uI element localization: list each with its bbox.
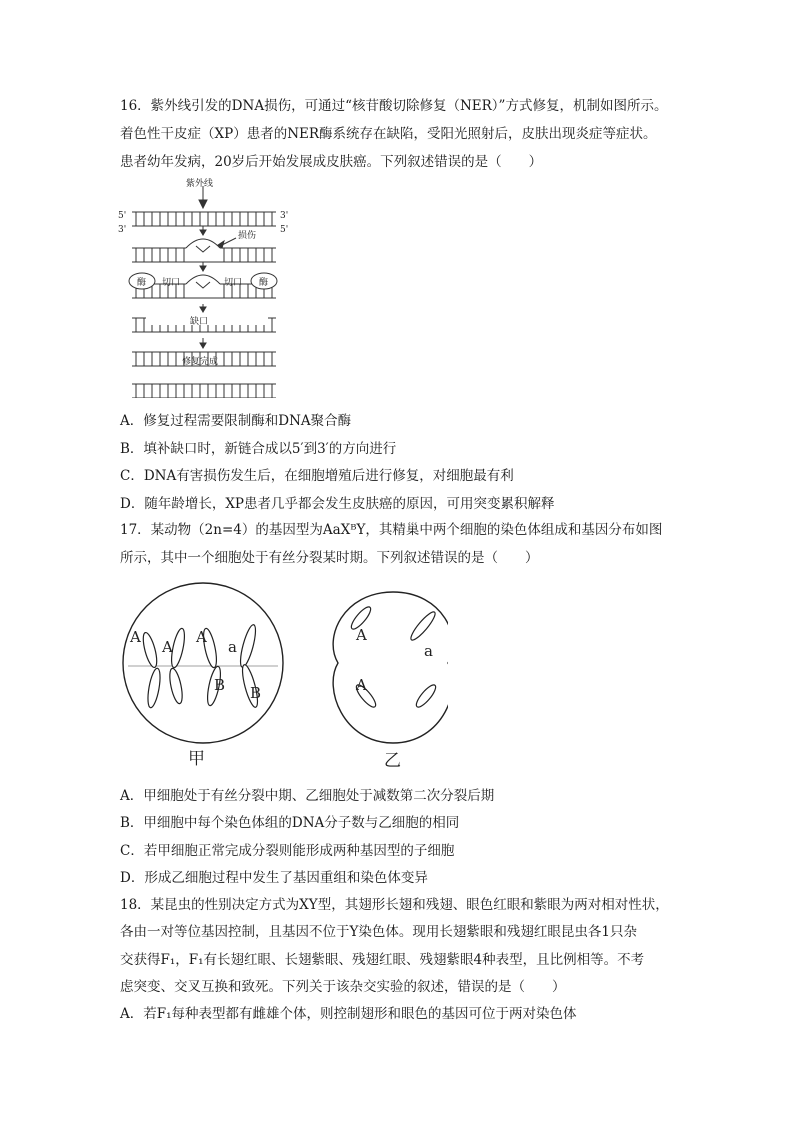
label-3prime: 3' — [118, 225, 127, 235]
gene-a-lower-1: a — [228, 638, 237, 656]
q16-option-d: D．随年龄增长，XP患者几乎都会发生皮肤癌的原因，可用突变累积解释 — [120, 496, 555, 512]
label-3prime-right: 3' — [280, 211, 289, 221]
q16-stem-line-1: 16．紫外线引发的DNA损伤，可通过“核苷酸切除修复（NER）”方式修复，机制如图所示。 — [120, 98, 668, 114]
q16-option-a: A．修复过程需要限制酶和DNA聚合酶 — [120, 413, 352, 429]
q17-option-d: D．形成乙细胞过程中发生了基因重组和染色体变异 — [120, 870, 428, 886]
gene-a-yi-2: A — [356, 676, 367, 694]
q17-option-c: C．若甲细胞正常完成分裂则能形成两种基因型的子细胞 — [120, 843, 455, 859]
cut-label-left: 切口 — [162, 278, 181, 288]
q18-option-a: A．若F₁每种表型都有雌雄个体，则控制翅形和眼色的基因可位于两对染色体 — [120, 1006, 577, 1022]
q17-stem-line-2: 所示，其中一个细胞处于有丝分裂某时期。下列叙述错误的是（ ） — [120, 550, 539, 566]
label-5prime-right: 5' — [280, 225, 289, 235]
uv-label: 紫外线 — [186, 179, 214, 189]
q18-stem-line-3: 交获得F₁，F₁有长翅红眼、长翅紫眼、残翅红眼、残翅紫眼4种表型，且比例相等。不考 — [120, 952, 645, 968]
enzyme-label-left: 酶 — [137, 278, 147, 288]
q17-stem-line-1: 17．某动物（2n=4）的基因型为AaXᴮY，其精巢中两个细胞的染色体组成和基因分布如图 — [120, 522, 663, 538]
q18-stem-line-2: 各由一对等位基因控制，且基因不位于Y染色体。现用长翅紫眼和残翅红眼昆虫各1只杂 — [120, 924, 638, 940]
ner-repair-diagram — [118, 178, 318, 398]
damage-label: 损伤 — [238, 231, 257, 241]
gene-a-yi-1: A — [356, 626, 367, 644]
q16-option-c: C．DNA有害损伤发生后，在细胞增殖后进行修复，对细胞最有利 — [120, 468, 514, 484]
label-5prime: 5' — [118, 211, 127, 221]
repair-done-label: 修复完成 — [182, 357, 219, 367]
q17-option-b: B．甲细胞中每个染色体组的DNA分子数与乙细胞的相同 — [120, 815, 460, 831]
cell-jia-label: 甲 — [188, 749, 205, 769]
gene-a-yi-lower: a — [424, 642, 433, 660]
q18-stem-line-4: 虑突变、交叉互换和致死。下列关于该杂交实验的叙述，错误的是（ ） — [120, 979, 566, 995]
gene-b-2: B — [250, 684, 262, 702]
q16-option-b: B．填补缺口时，新链合成以5′到3′的方向进行 — [120, 441, 397, 457]
cell-diagram — [118, 578, 448, 778]
gap-label: 缺口 — [190, 317, 209, 327]
q18-stem-line-1: 18．某昆虫的性别决定方式为XY型，其翅形长翅和残翅、眼色红眼和紫眼为两对相对性状， — [120, 897, 669, 913]
cut-label-right: 切口 — [224, 278, 243, 288]
q16-stem-line-2: 着色性干皮症（XP）患者的NER酶系统存在缺陷，受阳光照射后，皮肤出现炎症等症状。 — [120, 126, 657, 142]
gene-a-upper-2: A — [162, 638, 173, 656]
enzyme-label-right: 酶 — [259, 278, 269, 288]
q17-option-a: A．甲细胞处于有丝分裂中期、乙细胞处于减数第二次分裂后期 — [120, 788, 495, 804]
cell-yi-label: 乙 — [384, 751, 401, 771]
gene-a-upper-1: A — [130, 628, 141, 646]
gene-b-1: B — [214, 676, 226, 694]
q16-stem-line-3: 患者幼年发病，20岁后开始发展成皮肤癌。下列叙述错误的是（ ） — [120, 154, 543, 170]
gene-a-upper-3: A — [196, 628, 207, 646]
